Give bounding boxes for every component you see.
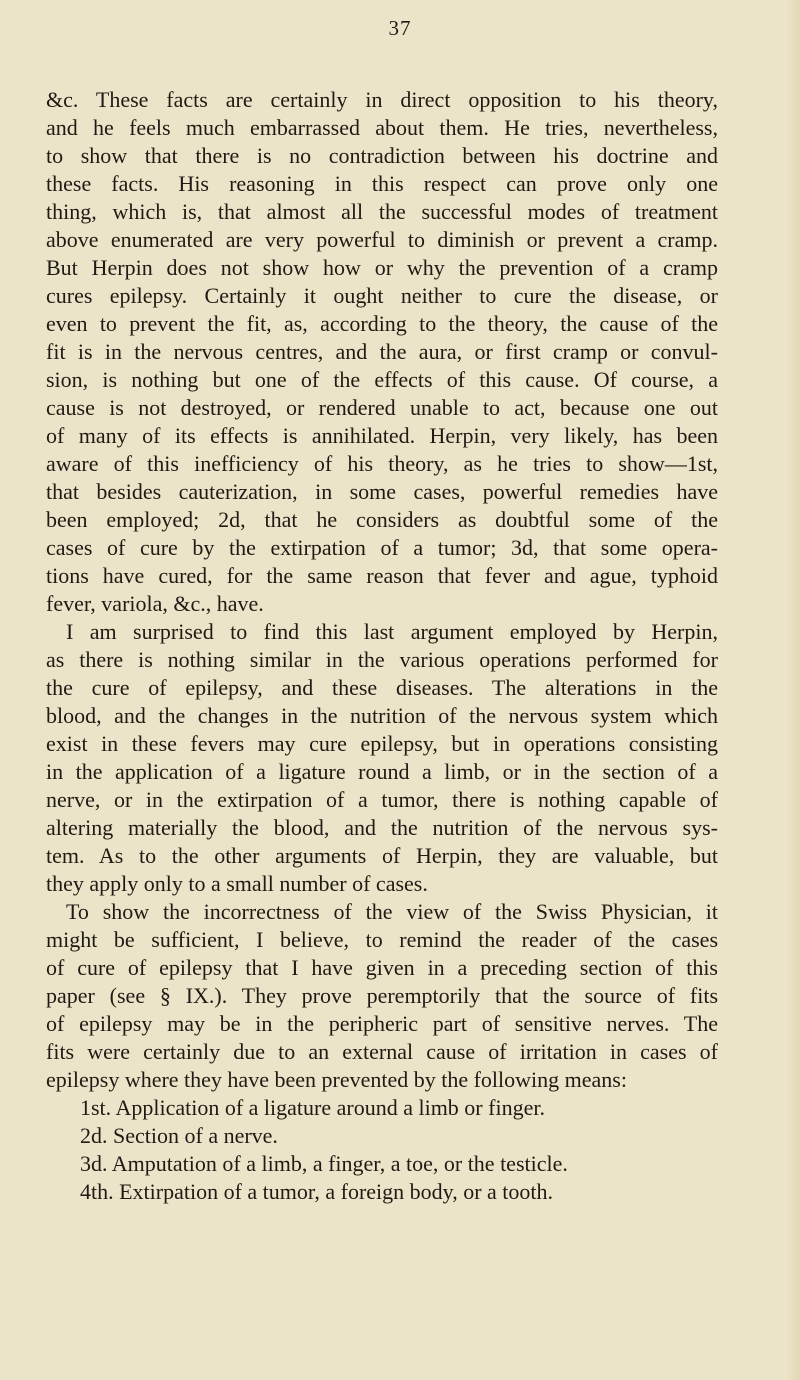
list-item: 1st. Application of a ligature around a limb or finger.	[80, 1095, 545, 1120]
list-item: 4th. Extirpation of a tumor, a foreign body, or a tooth.	[80, 1179, 554, 1204]
text-line: that besides cauterization, in some cases, powerful remedies have	[46, 479, 718, 504]
text-line: exist in these fevers may cure epilepsy, but in operations consisting	[46, 731, 718, 756]
text-line: sion, is nothing but one of the effects of this cause. Of course, a	[46, 367, 718, 392]
text-line: altering materially the blood, and the nutrition of the nervous sys-	[46, 815, 718, 840]
text-line: of cure of epilepsy that I have given in a preceding section of this	[46, 955, 718, 980]
text-line: fit is in the nervous centres, and the aura, or first cramp or convul-	[46, 339, 718, 364]
text-line: above enumerated are very powerful to diminish or prevent a cramp.	[46, 227, 718, 252]
text-line: nerve, or in the extirpation of a tumor, there is nothing capable of	[46, 787, 718, 812]
text-line: thing, which is, that almost all the successful modes of treatment	[46, 199, 718, 224]
text-line: of many of its effects is annihilated. Herpin, very likely, has been	[46, 423, 718, 448]
text-line: &c. These facts are certainly in direct opposition to his theory,	[46, 87, 718, 112]
text-line: even to prevent the fit, as, according to the theory, the cause of the	[46, 311, 718, 336]
text-line: they apply only to a small number of cases.	[46, 871, 428, 896]
text-line: tem. As to the other arguments of Herpin, they are valuable, but	[46, 843, 718, 868]
text-line: tions have cured, for the same reason that fever and ague, typhoid	[46, 563, 718, 588]
text-line: to show that there is no contradiction between his doctrine and	[46, 143, 718, 168]
text-line: But Herpin does not show how or why the prevention of a cramp	[46, 255, 718, 280]
list-item: 2d. Section of a nerve.	[80, 1123, 278, 1148]
list-item: 3d. Amputation of a limb, a finger, a toe, or the testicle.	[80, 1151, 568, 1176]
page-number: 37	[388, 16, 412, 40]
text-line: cures epilepsy. Certainly it ought neither to cure the disease, or	[46, 283, 718, 308]
text-line: been employed; 2d, that he considers as doubtful some of the	[46, 507, 718, 532]
text-line: paper (see § IX.). They prove peremptorily that the source of fits	[46, 983, 718, 1008]
text-line: cases of cure by the extirpation of a tumor; 3d, that some opera-	[46, 535, 718, 560]
text-line: in the application of a ligature round a limb, or in the section of a	[46, 759, 718, 784]
text-line: cause is not destroyed, or rendered unable to act, because one out	[46, 395, 718, 420]
text-line: the cure of epilepsy, and these diseases. The alterations in the	[46, 675, 718, 700]
page-edge-shadow	[786, 0, 800, 1380]
text-line: these facts. His reasoning in this respect can prove only one	[46, 171, 718, 196]
text-line: To show the incorrectness of the view of the Swiss Physician, it	[66, 899, 718, 924]
text-line: and he feels much embarrassed about them. He tries, nevertheless,	[46, 115, 718, 140]
text-line: of epilepsy may be in the peripheric part of sensitive nerves. The	[46, 1011, 718, 1036]
text-line: as there is nothing similar in the various operations performed for	[46, 647, 718, 672]
text-line: fits were certainly due to an external cause of irritation in cases of	[46, 1039, 718, 1064]
text-line: epilepsy where they have been prevented by the following means:	[46, 1067, 627, 1092]
text-line: might be sufficient, I believe, to remind the reader of the cases	[46, 927, 718, 952]
text-line: fever, variola, &c., have.	[46, 591, 264, 616]
text-line: blood, and the changes in the nutrition of the nervous system which	[46, 703, 718, 728]
text-line: aware of this inefficiency of his theory, as he tries to show—1st,	[46, 451, 718, 476]
text-line: I am surprised to find this last argument employed by Herpin,	[66, 619, 718, 644]
